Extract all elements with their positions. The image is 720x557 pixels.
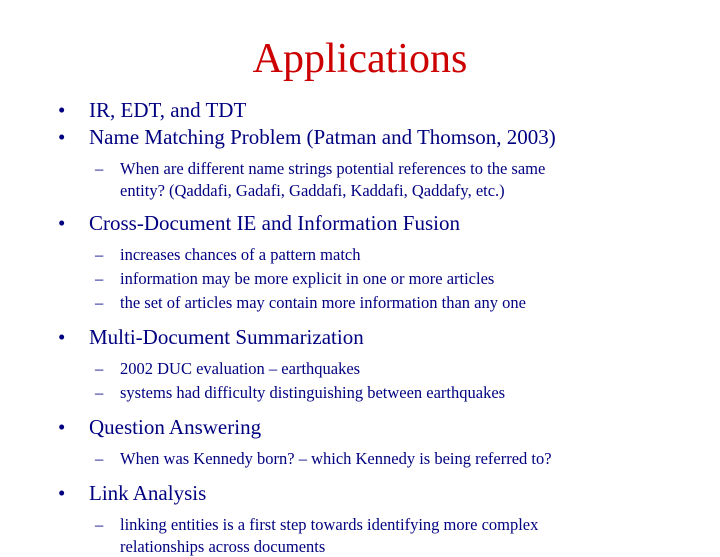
sub-bullet-text: entity? (Qaddafi, Gadafi, Gaddafi, Kaddafi, Qaddafy, etc.) [120,181,505,200]
sub-bullet [58,243,698,267]
sub-bullet-text: relationships across documents [120,537,326,556]
bullet-text: IR, EDT, and TDT [89,98,247,122]
dash-icon: – [95,293,104,312]
bullet-icon: • [58,325,66,349]
bullet-text: Question Answering [89,415,262,439]
sub-bullet [58,381,698,405]
bullet-icon: • [58,415,66,439]
bullet-text: Cross-Document IE and Information Fusion [89,211,460,235]
sub-bullet-text: systems had difficulty distinguishing between earthquakes [120,383,506,402]
bullet-text: Link Analysis [89,481,207,505]
sub-bullet-continuation [58,181,698,201]
sub-bullet-text: When are different name strings potential references to the same [120,159,546,178]
sub-bullet-continuation [58,537,698,557]
bullet-icon: • [58,481,66,505]
sub-bullet-text: the set of articles may contain more information than any one [120,293,526,312]
sub-bullet-text: increases chances of a pattern match [120,245,361,264]
sub-bullet [58,513,698,537]
sub-bullet-text: linking entities is a first step towards identifying more complex [120,515,539,534]
bullet-icon: • [58,98,66,122]
sub-bullet [58,157,698,181]
sub-bullet-text: information may be more explicit in one or more articles [120,269,495,288]
dash-icon: – [95,449,104,468]
bullet-icon: • [58,125,66,149]
sub-bullet-text: When was Kennedy born? – which Kennedy is being referred to? [120,449,552,468]
dash-icon: – [95,245,104,264]
bullet-icon: • [58,211,66,235]
dash-icon: – [95,359,104,378]
bullet-text: Name Matching Problem (Patman and Thomson, 2003) [89,125,556,149]
dash-icon: – [95,383,104,402]
bullet-link-analysis [58,480,698,507]
sub-bullet [58,447,698,471]
dash-icon: – [95,269,104,288]
bullet-name-matching [58,124,698,151]
sub-bullet-text: 2002 DUC evaluation – earthquakes [120,359,361,378]
bullet-ir-edt-tdt [58,97,698,124]
dash-icon: – [95,515,104,534]
bullet-list [58,97,698,557]
sub-bullet [58,291,698,315]
dash-icon: – [95,159,104,178]
bullet-question-answering [58,414,698,441]
sub-bullet [58,357,698,381]
bullet-multi-document-summarization [58,324,698,351]
bullet-cross-document-ie [58,210,698,237]
bullet-text: Multi-Document Summarization [89,325,364,349]
sub-bullet [58,267,698,291]
slide-title: Applications [252,36,468,82]
